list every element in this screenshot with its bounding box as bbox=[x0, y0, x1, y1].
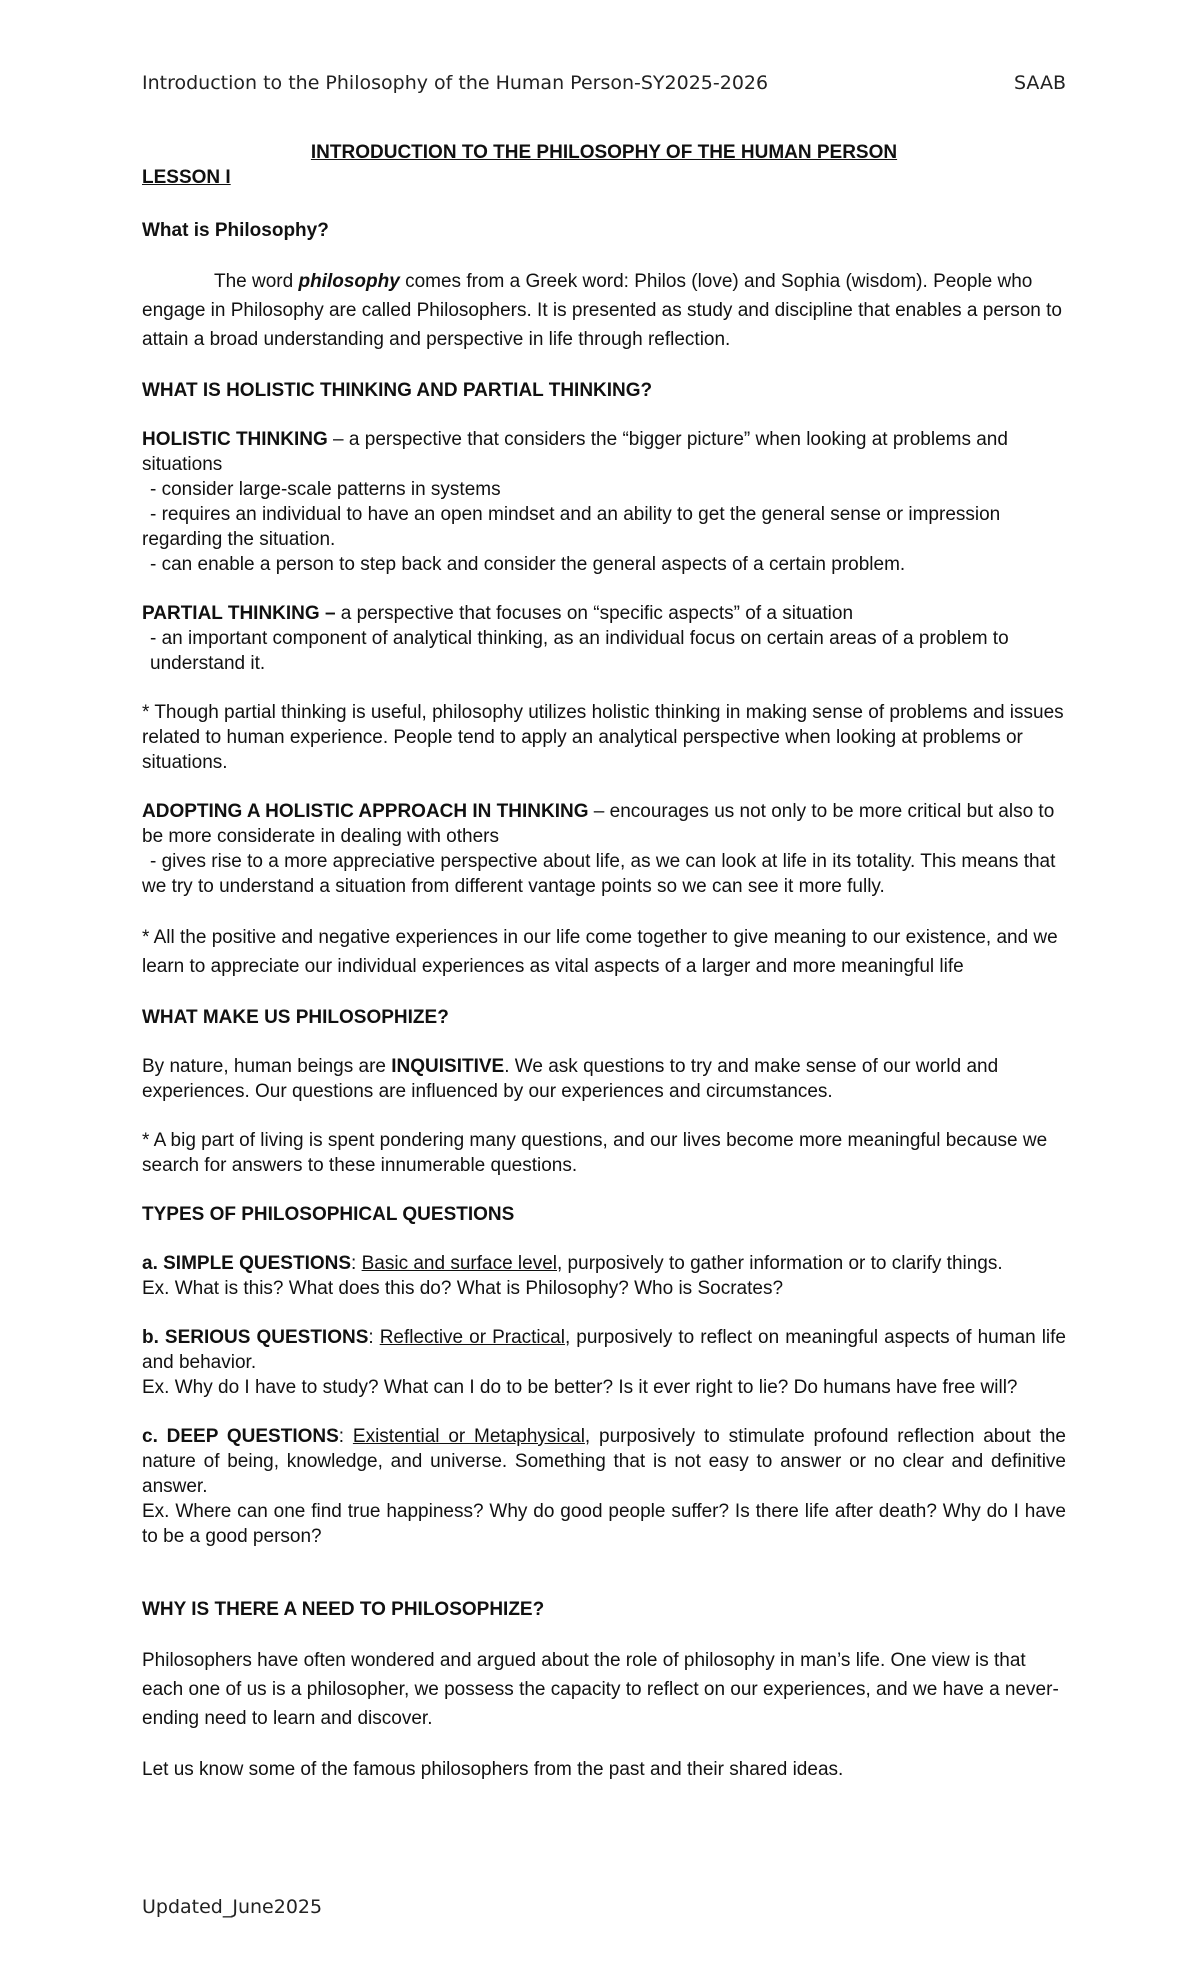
header-title: Introduction to the Philosophy of the Human Person-SY2025-2026 bbox=[142, 72, 769, 94]
question-type-deep: c. DEEP QUESTIONS: Existential or Metaphysical, purposively to stimulate profound reflection about the nature of being, knowledge, and universe. Something that is not easy to answer or no clear and definitive answer. Ex. Where can one find true happiness? Why do good people suffer? Is there life after death? Why do I have to be a good person? bbox=[142, 1426, 1066, 1547]
lesson-label: LESSON I bbox=[142, 167, 231, 188]
header-author: SAAB bbox=[1014, 72, 1066, 94]
partial-definition: PARTIAL THINKING – a perspective that focuses on “specific aspects” of a situation bbox=[142, 603, 854, 624]
questions-note: * A big part of living is spent pondering many questions, and our lives become more meaningful because we search for answers to these innumerable questions. bbox=[142, 1130, 1048, 1176]
document-body bbox=[142, 140, 1066, 1806]
holistic-point: - consider large-scale patterns in systems bbox=[150, 479, 501, 500]
need-paragraph: Philosophers have often wondered and argued about the role of philosophy in man’s life. One view is that each one of us is a philosopher, we possess the capacity to reflect on our experiences, and we have a never-ending need to learn and discover. bbox=[142, 1650, 1059, 1729]
partial-point: - an important component of analytical thinking, as an individual focus on certain areas of a problem to understand it. bbox=[150, 628, 1009, 674]
adopting-definition: ADOPTING A HOLISTIC APPROACH IN THINKING – encourages us not only to be more critical but also to be more considerate in dealing with others - gives rise to a more appreciative perspective about life, as we can look at life in its totality. This means that we try to understand a situation from different vantage points so we can see it more fully. bbox=[142, 801, 1056, 897]
heading-types: TYPES OF PHILOSOPHICAL QUESTIONS bbox=[142, 1204, 515, 1225]
partial-note: * Though partial thinking is useful, philosophy utilizes holistic thinking in making sense of problems and issues related to human experience. People tend to apply an analytical perspective when looking at problems or situations. bbox=[142, 702, 1064, 773]
partial-block bbox=[142, 601, 1066, 676]
heading-philosophize: WHAT MAKE US PHILOSOPHIZE? bbox=[142, 1007, 449, 1028]
term-philosophy: philosophy bbox=[298, 271, 400, 292]
holistic-block bbox=[142, 427, 1066, 577]
experiences-note: * All the positive and negative experiences in our life come together to give meaning to our existence, and we learn to appreciate our individual experiences as vital aspects of a larger and more meaningful life bbox=[142, 927, 1058, 977]
term-inquisitive: INQUISITIVE bbox=[391, 1056, 505, 1077]
heading-holistic-partial: WHAT IS HOLISTIC THINKING AND PARTIAL THINKING? bbox=[142, 380, 653, 401]
question-type-simple: a. SIMPLE QUESTIONS: Basic and surface level, purposively to gather information or to clarify things. Ex. What is this? What does this do? What is Philosophy? Who is Socrates? bbox=[142, 1253, 1003, 1299]
holistic-point: - requires an individual to have an open mindset and an ability to get the general sense or impression regarding the situation. bbox=[142, 504, 1001, 550]
question-type-serious: b. SERIOUS QUESTIONS: Reflective or Practical, purposively to reflect on meaningful aspects of human life and behavior. Ex. Why do I have to study? What can I do to be better? Is it ever right to lie? Do humans have free will? bbox=[142, 1327, 1066, 1398]
closing-paragraph: Let us know some of the famous philosophers from the past and their shared ideas. bbox=[142, 1759, 844, 1780]
page-footer: Updated_June2025 bbox=[142, 1896, 323, 1918]
heading-need: WHY IS THERE A NEED TO PHILOSOPHIZE? bbox=[142, 1599, 545, 1620]
document-title: INTRODUCTION TO THE PHILOSOPHY OF THE HUMAN PERSON bbox=[310, 142, 898, 163]
philosophy-definition: The word philosophy comes from a Greek word: Philos (love) and Sophia (wisdom). People who engage in Philosophy are called Philosophers. It is presented as study and discipline that enables a person to attain a broad understanding and perspective in life through reflection. bbox=[142, 271, 1062, 350]
page-header bbox=[142, 72, 1066, 94]
holistic-definition: HOLISTIC THINKING – a perspective that considers the “bigger picture” when looking at problems and situations bbox=[142, 429, 1008, 475]
heading-what-is-philosophy: What is Philosophy? bbox=[142, 220, 329, 241]
holistic-point: - can enable a person to step back and consider the general aspects of a certain problem. bbox=[150, 554, 906, 575]
inquisitive-paragraph: By nature, human beings are INQUISITIVE. We ask questions to try and make sense of our world and experiences. Our questions are influenced by our experiences and circumstances. bbox=[142, 1056, 999, 1102]
